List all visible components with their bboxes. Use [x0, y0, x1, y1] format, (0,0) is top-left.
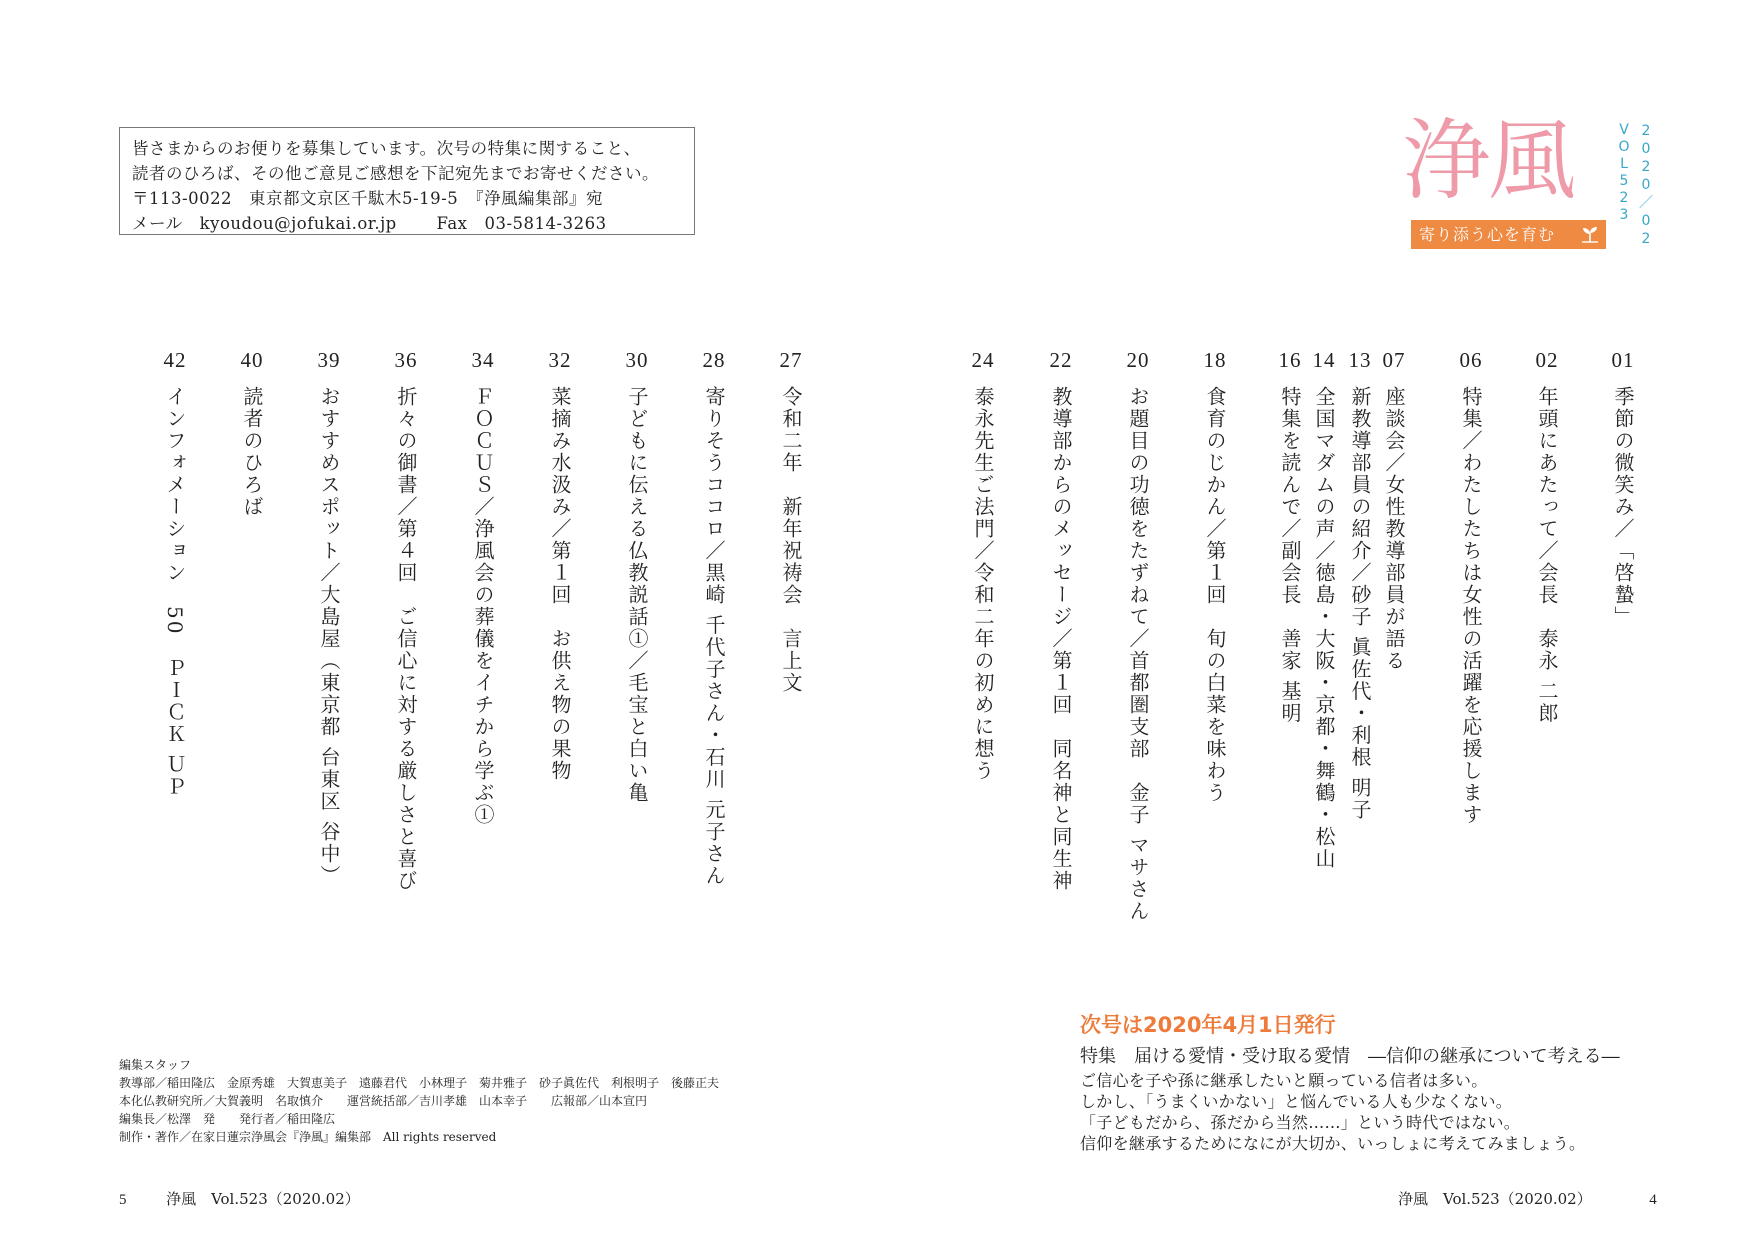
- toc-title: 菜摘み水汲み／第１回 お供え物の果物: [548, 386, 572, 782]
- toc-title: 令和二年 新年祝祷会 言上文: [779, 386, 803, 694]
- footer-left: [119, 1189, 360, 1210]
- toc-title: おすすめスポット／大島屋（東京都 台東区 谷中）: [317, 386, 341, 887]
- masthead-tagline: 寄り添う心を育む: [1419, 225, 1556, 244]
- toc-entry[interactable]: [1450, 348, 1492, 826]
- toc-title: 読者のひろば: [240, 386, 264, 518]
- toc-page-number: 28: [702, 348, 726, 372]
- toc-page-number: 36: [394, 348, 418, 372]
- masthead-tagline-banner: [1411, 220, 1606, 249]
- toc-title: 寄りそうココロ／黒崎 千代子さん・石川 元子さん: [702, 386, 726, 887]
- footer-page-number: 4: [1649, 1192, 1657, 1208]
- toc-entry-pair[interactable]: [1345, 348, 1409, 821]
- staff-line: 編集長／松澤 発 発行者／稲田隆広: [119, 1112, 336, 1126]
- toc-entry[interactable]: [231, 348, 273, 518]
- toc-page-number: 07: [1382, 348, 1406, 372]
- toc-title: インフォメーション 50 ＰＩＣＫ ＵＰ: [163, 386, 187, 798]
- mailbox-contact: メール kyoudou@jofukai.or.jp Fax 03-5814-3263: [132, 214, 607, 233]
- toc-page-number: 42: [163, 348, 187, 372]
- staff-line: 制作・著作／在家日蓮宗浄風会『浄風』編集部 All rights reserved: [119, 1130, 497, 1144]
- toc-page-number: 27: [779, 348, 803, 372]
- toc-title: 食育のじかん／第１回 旬の白菜を味わう: [1203, 386, 1227, 804]
- toc-entry[interactable]: [1040, 348, 1082, 892]
- toc-page-number: 32: [548, 348, 572, 372]
- toc-page-number: 22: [1049, 348, 1073, 372]
- footer-right: [1398, 1189, 1657, 1210]
- toc-title: 季節の微笑み／「啓蟄」: [1611, 386, 1635, 628]
- next-issue-line: 「子どもだから、孫だから当然……」という時代ではない。: [1080, 1113, 1521, 1132]
- toc-page-number: 20: [1126, 348, 1150, 372]
- toc-entry[interactable]: [308, 348, 350, 887]
- toc-title: 泰永先生ご法門／令和二年の初めに想う: [971, 386, 995, 782]
- toc-page-number: 13: [1348, 348, 1372, 372]
- next-issue-headline: 次号は2020年4月1日発行: [1080, 1013, 1336, 1037]
- toc-page-number: 14: [1312, 348, 1336, 372]
- masthead-volume: VOL 523: [1618, 122, 1630, 223]
- toc-page-number: 24: [971, 348, 995, 372]
- masthead-date: 2020／02: [1639, 123, 1653, 247]
- masthead-title: 浄風: [1402, 109, 1575, 212]
- toc-title: 特集を読んで／副会長 善家 基明: [1278, 386, 1302, 725]
- footer-page-number: 5: [119, 1192, 127, 1208]
- toc-title: 座談会／女性教導部員が語る: [1382, 386, 1406, 672]
- mailbox-notice: [119, 127, 695, 235]
- next-issue-feature: 特集 届ける愛情・受け取る愛情 ―信仰の継承について考える―: [1080, 1046, 1620, 1067]
- toc-title: 折々の御書／第４回 ご信心に対する厳しさと喜び: [394, 386, 418, 892]
- toc-page-number: 01: [1611, 348, 1635, 372]
- toc-page-number: 16: [1278, 348, 1302, 372]
- toc-page-number: 30: [625, 348, 649, 372]
- sprout-icon: [1580, 225, 1600, 243]
- toc-entry[interactable]: [770, 348, 812, 694]
- toc-entry[interactable]: [154, 348, 196, 798]
- toc-entry[interactable]: [1602, 348, 1644, 628]
- toc-title: 新教導部員の紹介／砂子 眞佐代・利根 明子: [1348, 386, 1372, 821]
- toc-page-number: 02: [1535, 348, 1559, 372]
- toc-page-number: 40: [240, 348, 264, 372]
- toc-title: 教導部からのメッセージ／第１回 同名神と同生神: [1049, 386, 1073, 892]
- toc-page-number: 06: [1459, 348, 1483, 372]
- toc-title: 全国マダムの声／徳島・大阪・京都・舞鶴・松山: [1312, 386, 1336, 870]
- toc-page-number: 18: [1203, 348, 1227, 372]
- mailbox-address: 〒113-0022 東京都文京区千駄木5-19-5 『浄風編集部』宛: [132, 189, 603, 208]
- footer-issue: 浄風 Vol.523（2020.02）: [166, 1190, 360, 1208]
- staff-heading: 編集スタッフ: [119, 1058, 192, 1072]
- toc-entry[interactable]: [1117, 348, 1159, 922]
- mailbox-line: 読者のひろば、その他ご意見ご感想を下記宛先までお寄せください。: [132, 164, 659, 183]
- toc-entry[interactable]: [616, 348, 658, 804]
- staff-line: 教導部／稲田隆広 金原秀雄 大賀恵美子 遠藤君代 小林理子 菊井雅子 砂子眞佐代 利根明子 後藤正夫: [119, 1076, 720, 1090]
- toc-entry[interactable]: [539, 348, 581, 782]
- next-issue-line: 信仰を継承するためになにが大切か、いっしょに考えてみましょう。: [1080, 1134, 1586, 1153]
- toc-page-number: 39: [317, 348, 341, 372]
- toc-title: 子どもに伝える仏教説話①／毛宝と白い亀: [625, 386, 649, 804]
- toc-entry[interactable]: [462, 348, 504, 826]
- toc-entry-pair[interactable]: [1275, 348, 1339, 870]
- toc-entry[interactable]: [385, 348, 427, 892]
- staff-credits: [119, 1056, 719, 1146]
- toc-entry[interactable]: [693, 348, 735, 887]
- toc-title: 年頭にあたって／会長 泰永 二郎: [1535, 386, 1559, 725]
- next-issue-description: [1080, 1070, 1585, 1154]
- next-issue-line: ご信心を子や孫に継承したいと願っている信者は多い。: [1080, 1071, 1488, 1090]
- staff-line: 本化仏教研究所／大賀義明 名取慎介 運営統括部／吉川孝雄 山本幸子 広報部／山本宣円: [119, 1094, 648, 1108]
- next-issue-line: しかし、「うまくいかない」と悩んでいる人も少なくない。: [1080, 1092, 1513, 1111]
- footer-issue: 浄風 Vol.523（2020.02）: [1398, 1190, 1592, 1208]
- mailbox-line: 皆さまからのお便りを募集しています。次号の特集に関すること、: [132, 139, 641, 158]
- toc-entry[interactable]: [1194, 348, 1236, 804]
- toc-title: ＦＯＣＵＳ／浄風会の葬儀をイチから学ぶ①: [471, 386, 495, 826]
- toc-title: お題目の功徳をたずねて／首都圏支部 金子 マサさん: [1126, 386, 1150, 923]
- toc-entry[interactable]: [962, 348, 1004, 782]
- toc-page-number: 34: [471, 348, 495, 372]
- toc-entry[interactable]: [1526, 348, 1568, 724]
- toc-title: 特集／わたしたちは女性の活躍を応援します: [1459, 386, 1483, 826]
